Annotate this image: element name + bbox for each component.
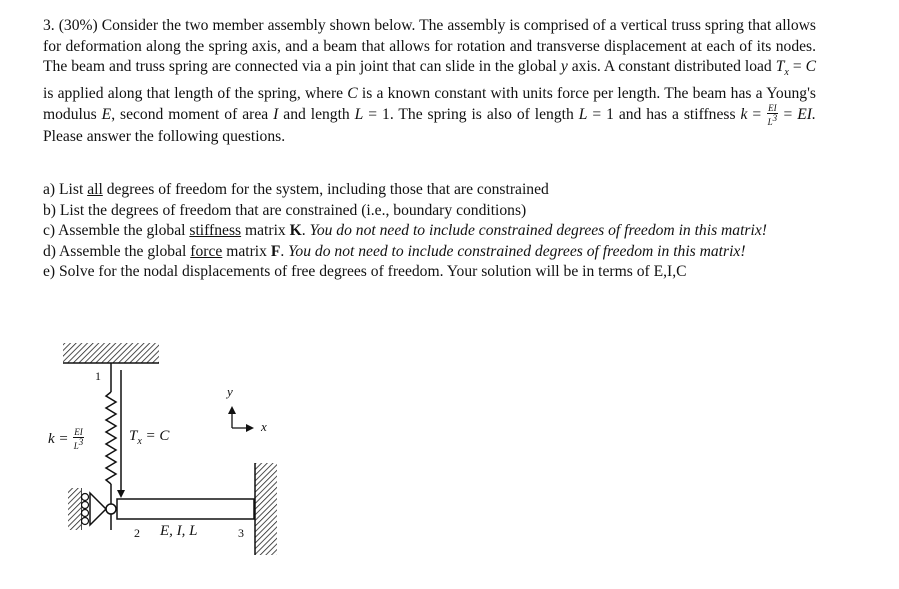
question-b: b) List the degrees of freedom that are constrained (i.e., boundary conditions) <box>43 201 527 219</box>
var-L-2: L <box>578 106 588 124</box>
roller-2 <box>82 502 89 509</box>
right-wall-hatch <box>255 463 277 555</box>
var-L: L <box>354 106 364 124</box>
fraction-den-L: L <box>767 117 773 128</box>
statement-text-9: Please answer the following questions. <box>43 128 286 146</box>
spring-coil <box>106 392 116 484</box>
question-a-post: degrees of freedom for the system, including those that are constrained <box>106 181 549 198</box>
beam <box>117 499 254 519</box>
roller-4 <box>82 518 89 525</box>
spring-fraction-den-exp: 3 <box>78 437 84 447</box>
axis-x-label: x <box>261 419 267 434</box>
equals-sign-4: = <box>752 106 762 124</box>
load-T: T <box>129 428 138 444</box>
problem-number: 3. <box>43 17 55 34</box>
var-k: k <box>740 106 748 124</box>
var-C: C <box>805 58 817 75</box>
left-wall-hatch <box>68 488 81 530</box>
var-I: I <box>273 106 279 124</box>
question-c-dot: . <box>301 222 306 239</box>
var-x-sub: x <box>784 67 789 79</box>
load-sub-x: x <box>137 436 142 447</box>
beam-properties-label: E, I, L <box>160 523 198 539</box>
question-a-pre: a) List <box>43 181 84 198</box>
statement-text-5: , second moment of area <box>111 106 269 124</box>
question-c-mid: matrix <box>245 222 286 239</box>
question-c-underline: stiffness <box>189 222 242 239</box>
question-c-italic: You do not need to include constrained degrees of freedom in this matrix! <box>309 222 767 239</box>
spring-fraction-den-L: L <box>73 441 79 451</box>
var-y: y <box>560 58 568 75</box>
statement-text-2: axis. A constant distributed load <box>571 58 772 75</box>
equals-sign-2: = <box>368 106 378 124</box>
problem-weight: (30%) <box>58 17 98 34</box>
statement-text-3: is applied along that length of the spring, where <box>43 84 344 102</box>
value-one-dot: 1. <box>382 106 394 124</box>
roller-3 <box>82 510 89 517</box>
pin-joint <box>106 504 116 514</box>
var-E: E <box>101 106 112 124</box>
spring-stiffness-label <box>48 428 85 451</box>
question-c-pre: c) Assemble the global <box>43 222 186 239</box>
value-one: 1 <box>606 106 614 124</box>
var-C-2: C <box>347 84 358 102</box>
equals-sign-5: = <box>783 106 793 124</box>
statement-text-6: and length <box>283 106 350 124</box>
question-d-italic: You do not need to include constrained degrees of freedom in this matrix! <box>288 242 746 260</box>
load-eq-C: = C <box>145 428 170 444</box>
node-3-label: 3 <box>238 526 244 540</box>
roller-1 <box>82 494 89 501</box>
var-EI: EI. <box>797 106 816 124</box>
question-d-bold: F <box>270 242 281 260</box>
node-2-label: 2 <box>134 526 140 540</box>
question-d-mid: matrix <box>226 242 267 260</box>
spring-fraction-den <box>73 438 84 451</box>
equals-sign: = <box>792 58 802 75</box>
statement-text-1: Consider the two member assembly shown below. The assembly is comprised of a vertical truss spring that allows for deformation along the spring axis, and a beam that allows for rotation and transverse displacement at each of its nodes. The beam and truss spring are connected via a pin joint that can slide in the global <box>43 17 816 75</box>
question-c-bold: K <box>289 222 302 239</box>
spring-k-eq: k = <box>48 430 69 447</box>
fraction-den-exp: 3 <box>772 113 778 124</box>
question-e: e) Solve for the nodal displacements of free degrees of freedom. Your solution will be in terms of E,I,C <box>43 263 687 280</box>
load-label <box>129 428 169 447</box>
fraction-numerator: EI <box>768 103 777 114</box>
statement-text-4: is a known constant with units force per length. The beam has a Young's modulus <box>43 84 816 124</box>
statement-text-8: and has a stiffness <box>618 106 736 124</box>
spring-fraction-num: EI <box>74 427 83 437</box>
statement-text-7: The spring is also of length <box>398 106 574 124</box>
question-d-dot: . <box>280 242 285 260</box>
pin-support-triangle <box>90 493 106 525</box>
equals-sign-3: = <box>592 106 602 124</box>
question-a-underline: all <box>87 181 103 198</box>
spring-fraction <box>73 428 84 451</box>
node-1-label: 1 <box>95 369 101 383</box>
axis-y-label: y <box>227 384 233 399</box>
top-wall-hatch <box>63 343 159 363</box>
question-d-underline: force <box>190 242 223 260</box>
question-d-pre: d) Assemble the global <box>43 242 187 260</box>
var-T: T <box>775 58 785 75</box>
